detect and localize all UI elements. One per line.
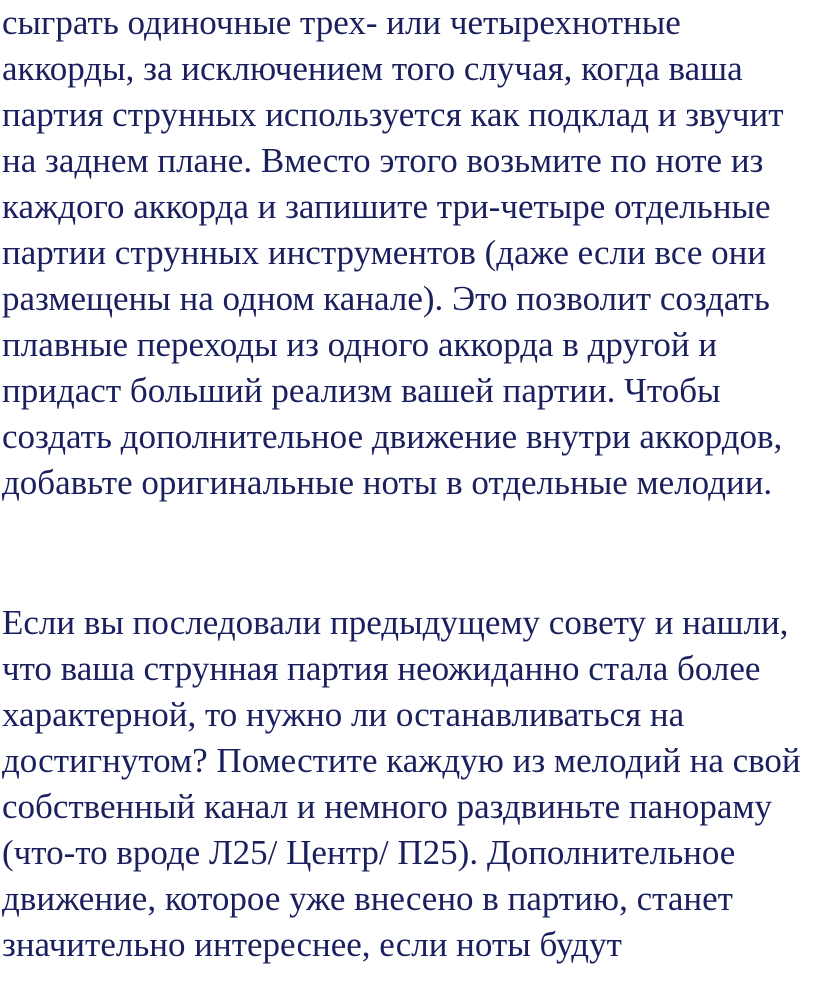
text-line: размещены на одном канале). Это позволит создать: [2, 279, 770, 318]
text-line: придаст больший реализм вашей партии. Чтобы: [2, 371, 721, 410]
text-line: (что-то вроде Л25/ Центр/ П25). Дополнительное: [2, 833, 736, 872]
text-line: сыграть одиночные трех- или четырехнотные: [2, 3, 681, 42]
text-line: значительно интереснее, если ноты будут: [2, 925, 622, 964]
text-line: аккорды, за исключением того случая, когда ваша: [2, 49, 743, 88]
text-line: добавьте оригинальные ноты в отдельные мелодии.: [2, 463, 773, 502]
paragraph-2: [2, 600, 801, 968]
text-line: Если вы последовали предыдущему совету и нашли,: [2, 603, 789, 642]
text-line: плавные переходы из одного аккорда в другой и: [2, 325, 718, 364]
text-line: создать дополнительное движение внутри аккордов,: [2, 417, 783, 456]
text-line: характерной, то нужно ли останавливаться на: [2, 695, 685, 734]
text-line: партия струнных используется как подклад и звучит: [2, 95, 784, 134]
text-line: что ваша струнная партия неожиданно стала более: [2, 649, 761, 688]
paragraph-1: [2, 0, 784, 506]
text-line: собственный канал и немного раздвиньте панораму: [2, 787, 773, 826]
text-line: движение, которое уже внесено в партию, станет: [2, 879, 733, 918]
text-line: достигнутом? Поместите каждую из мелодий на свой: [2, 741, 801, 780]
text-line: на заднем плане. Вместо этого возьмите по ноте из: [2, 141, 764, 180]
text-line: партии струнных инструментов (даже если все они: [2, 233, 767, 272]
text-line: каждого аккорда и запишите три-четыре отдельные: [2, 187, 771, 226]
